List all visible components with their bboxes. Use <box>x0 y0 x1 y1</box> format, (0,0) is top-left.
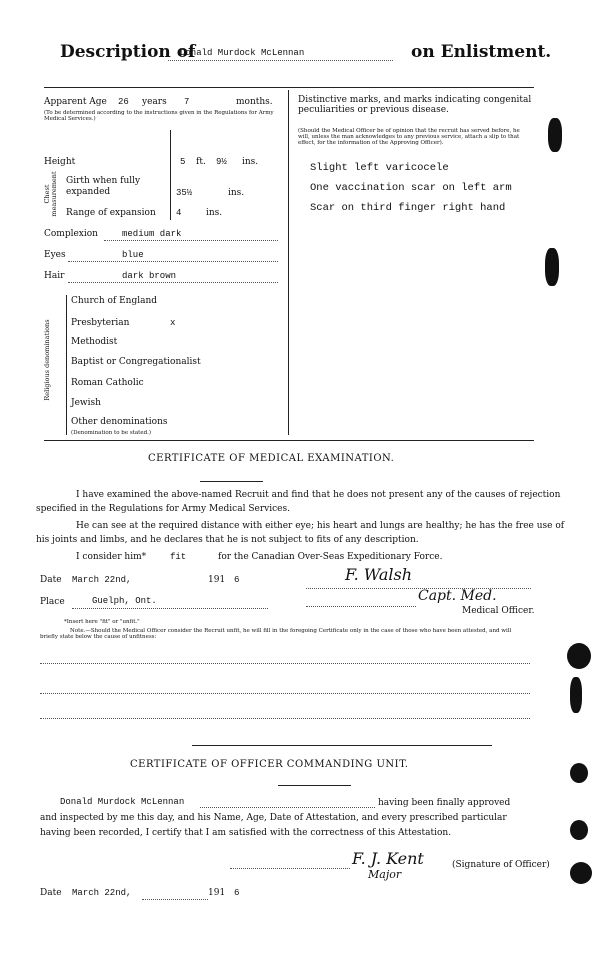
age-label: Apparent Age <box>44 97 107 107</box>
ft-label: ft. <box>196 157 206 167</box>
commanding-recruit-name: Donald Murdock McLennan <box>60 797 185 807</box>
age-note: (To be determined according to the instructions given in the Regulations for Army Medical Services.) <box>44 110 274 122</box>
months-label: months. <box>236 97 273 107</box>
religion-item: Baptist or Congregationalist <box>71 357 201 367</box>
title-suffix: on Enlistment. <box>411 42 552 62</box>
punch-hole <box>570 820 588 840</box>
medical-date: March 22nd, <box>72 575 132 585</box>
religion-item: Other denominations <box>71 417 168 427</box>
punch-hole <box>570 763 588 783</box>
hair-value: dark brown <box>122 271 177 281</box>
signature-of-officer-label: (Signature of Officer) <box>452 860 550 870</box>
religion-item: Jewish <box>71 398 101 408</box>
rank-signature: Capt. Med. <box>418 588 497 604</box>
year-prefix: 191 <box>208 888 226 898</box>
complexion-label: Complexion <box>44 229 98 239</box>
religion-item: Presbyterian <box>71 318 130 328</box>
ins-label: ins. <box>242 157 259 167</box>
punch-hole <box>570 677 582 713</box>
range-value: 4 <box>176 208 182 218</box>
religion-item: Roman Catholic <box>71 378 144 388</box>
commanding-date: March 22nd, <box>72 888 132 898</box>
title-prefix: Description of <box>60 42 196 62</box>
punch-hole <box>548 118 562 152</box>
medical-paragraph-1: I have examined the above-named Recruit and find that he does not present any of the causes of rejection specified in the Regulations for Army Medical Services. <box>36 490 561 514</box>
commanding-heading: CERTIFICATE OF OFFICER COMMANDING UNIT. <box>130 759 409 770</box>
chest-label: Chest measurement <box>43 171 58 217</box>
unfit-cause-line <box>40 693 530 694</box>
unfit-note: Note.—Should the Medical Officer consider the Recruit unfit, he will fill in the foregoing Certificate only in the case of those who have been attested, and will briefly state below the cause of unfitness: <box>40 628 512 640</box>
commanding-officer-rank: Major <box>368 868 402 881</box>
footnote: *Insert here "fit" or "unfit." <box>64 619 140 625</box>
eyes-label: Eyes <box>44 250 66 260</box>
girth-value: 35½ <box>176 188 193 198</box>
mark-entry: Scar on third finger right hand <box>310 202 506 214</box>
medical-paragraph-2: He can see at the required distance with either eye; his heart and lungs are healthy; he has the free use of his joints and limbs, and he declares that he is not subject to fits of any description. <box>36 521 565 545</box>
age-months: 7 <box>184 97 190 107</box>
medical-officer-label: Medical Officer. <box>462 606 535 616</box>
punch-hole <box>567 643 591 669</box>
marks-note: (Should the Medical Officer be of opinion that the recruit has served before, he will, unless the man acknowledges to any previous service, attach a slip to that effect, for the information of the Approving Officer). <box>298 128 520 146</box>
girth-label: Girth when fully expanded <box>66 176 141 197</box>
religion-group-label: Religious denominations <box>43 319 51 401</box>
height-inches: 9½ <box>216 157 227 167</box>
hair-label: Hair <box>44 271 65 281</box>
commanding-paragraph: having been finally approved and inspected by me this day, and his Name, Age, Date of Attestation, and every prescribed particular having been recorded, I certify that I am satisfied with the correctness of this Attestation. <box>40 798 511 838</box>
fitness-value: fit <box>170 552 187 562</box>
commanding-officer-signature: F. J. Kent <box>352 849 424 868</box>
year-digit: 6 <box>234 575 240 585</box>
place-label: Place <box>40 597 65 607</box>
ins-label: ins. <box>228 188 245 198</box>
punch-hole <box>545 248 559 286</box>
religion-item: Church of England <box>71 296 158 306</box>
consider-suffix: for the Canadian Over-Seas Expeditionary Force. <box>218 552 443 562</box>
range-label: Range of expansion <box>66 208 156 218</box>
marks-heading: Distinctive marks, and marks indicating congenital peculiarities or previous disease. <box>298 95 532 115</box>
punch-hole <box>570 862 592 884</box>
unfit-cause-line <box>40 663 530 664</box>
age-years: 26 <box>118 97 129 107</box>
height-label: Height <box>44 157 76 167</box>
eyes-value: blue <box>122 250 144 260</box>
height-feet: 5 <box>180 157 186 167</box>
religion-mark: x <box>170 318 176 328</box>
unfit-cause-line <box>40 718 530 719</box>
complexion-value: medium dark <box>122 229 182 239</box>
mark-entry: One vaccination scar on left arm <box>310 182 512 194</box>
ins-label: ins. <box>206 208 223 218</box>
religion-item: Methodist <box>71 337 118 347</box>
recruit-name: Donald Murdock McLennan <box>180 48 305 58</box>
religion-other-note: (Denomination to be stated.) <box>71 430 152 436</box>
consider-prefix: I consider him* <box>76 552 147 562</box>
mark-entry: Slight left varicocele <box>310 162 449 174</box>
medical-heading: CERTIFICATE OF MEDICAL EXAMINATION. <box>148 453 395 464</box>
medical-place: Guelph, Ont. <box>92 596 157 606</box>
medical-officer-signature: F. Walsh <box>345 565 413 584</box>
years-label: years <box>142 97 167 107</box>
year-digit: 6 <box>234 888 240 898</box>
date-label: Date <box>40 575 62 585</box>
year-prefix: 191 <box>208 575 226 585</box>
date-label: Date <box>40 888 62 898</box>
